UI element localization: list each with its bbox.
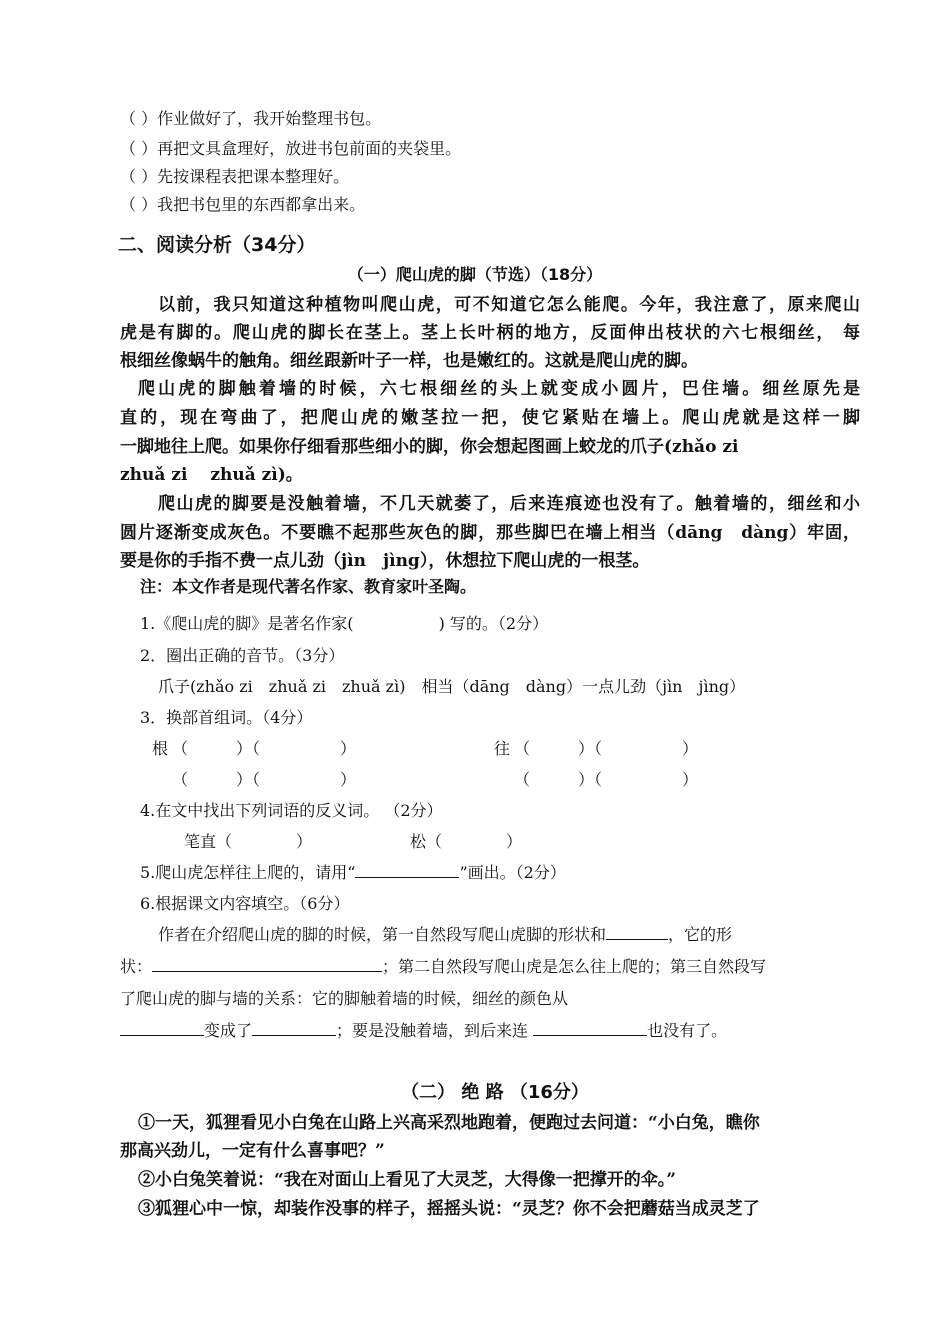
q6-line-2 xyxy=(120,954,766,977)
q6-line-3: 了爬山虎的脚与墙的关系：它的脚触着墙的时候，细丝的颜色从 xyxy=(120,989,569,1008)
ordering-item: （ ）我把书包里的东西都拿出来。 xyxy=(120,195,366,214)
ordering-item: （ ）先按课程表把课本整理好。 xyxy=(120,167,350,186)
ordering-item: （ ）再把文具盒理好，放进书包前面的夹袋里。 xyxy=(120,139,462,158)
passage1-line: 根细丝像蜗牛的触角。细丝跟新叶子一样，也是嫩红的。这就是爬山虎的脚。 xyxy=(120,351,698,371)
question-3: 3．换部首组词。（4分） xyxy=(140,708,313,727)
q6-blank xyxy=(252,1019,336,1036)
q6-text: 也没有了。 xyxy=(647,1021,728,1040)
question-2: 2．圈出正确的音节。（3分） xyxy=(140,646,345,665)
question-1: 1.《爬山虎的脚》是著名作家( ) 写的。（2分） xyxy=(140,614,549,633)
q6-text: 状： xyxy=(120,957,153,976)
passage1-note: 注：本文作者是现代著名作家、教育家叶圣陶。 xyxy=(140,577,477,596)
passage1-line: 虎是有脚的。爬山虎的脚长在茎上。茎上长叶柄的地方，反面伸出枝状的六七根细丝， 每 xyxy=(120,323,860,343)
passage1-line: 爬山虎的脚触着墙的时候，六七根细丝的头上就变成小圆片，巴住墙。细丝原先是 xyxy=(138,379,860,399)
q6-text: 变成了 xyxy=(204,1021,253,1040)
passage2-line: 那高兴劲儿，一定有什么喜事吧？” xyxy=(120,1141,385,1161)
passage2-line: ③狐狸心中一惊，却装作没事的样子，摇摇头说：“灵芝？你不会把蘑菇当成灵芝了 xyxy=(138,1199,760,1219)
question-6: 6.根据课文内容填空。（6分） xyxy=(140,894,350,913)
q3-blanks: （ ）（ ） xyxy=(514,739,699,758)
q4-word-2: 松（ ） xyxy=(410,832,523,851)
q6-line-1 xyxy=(158,922,732,945)
passage1-line: 要是你的手指不费一点儿劲（jìn jìng），休想拉下爬山虎的一根茎。 xyxy=(120,551,650,571)
q6-blank xyxy=(152,955,382,972)
passage2-line: ①一天，狐狸看见小白兔在山路上兴高采烈地跑着，便跑过去问道：“小白兔，瞧你 xyxy=(138,1113,760,1133)
question-4: 4.在文中找出下列词语的反义词。 （2分） xyxy=(140,801,443,820)
passage2-title: （二） 绝 路 （16分） xyxy=(401,1082,589,1103)
passage2-line: ②小白兔笑着说：“我在对面山上看见了大灵芝，大得像一把撑开的伞。” xyxy=(138,1170,677,1190)
question-5 xyxy=(140,860,566,883)
q5-text-start: 5.爬山虎怎样往上爬的，请用“ xyxy=(140,863,356,882)
q6-text: ，它的形 xyxy=(668,925,733,944)
q3-blanks: （ ）（ ） xyxy=(514,770,699,789)
passage1-line: zhuǎ zi zhuǎ zì)。 xyxy=(120,465,303,485)
ordering-item: （ ）作业做好了，我开始整理书包。 xyxy=(120,109,382,128)
passage1-line: 以前，我只知道这种植物叫爬山虎，可不知道它怎么能爬。今年，我注意了，原来爬山 xyxy=(158,295,860,315)
q6-text: 作者在介绍爬山虎的脚的时候，第一自然段写爬山虎脚的形状和 xyxy=(158,925,607,944)
passage1-line: 爬山虎的脚要是没触着墙，不几天就萎了，后来连痕迹也没有了。触着墙的，细丝和小 xyxy=(158,494,860,514)
passage1-title: （一）爬山虎的脚（节选）（18分） xyxy=(347,265,603,284)
q3-blanks: （ ）（ ） xyxy=(172,739,357,758)
q3-char-2: 往 xyxy=(494,739,511,758)
q6-text: ；第二自然段写爬山虎是怎么往上爬的；第三自然段写 xyxy=(382,957,767,976)
question-2-options: 爪子(zhǎo zi zhuǎ zi zhuǎ zì) 相当（dāng dàng）一点儿劲（jìn jìng） xyxy=(158,677,746,696)
section-title: 二、阅读分析（34分） xyxy=(118,234,316,256)
passage1-line: 直的，现在弯曲了，把爬山虎的嫩茎拉一把，使它紧贴在墙上。爬山虎就是这样一脚 xyxy=(120,408,860,428)
passage1-line: 圆片逐渐变成灰色。不要瞧不起那些灰色的脚，那些脚巴在墙上相当（dāng dàng）牢固， xyxy=(120,523,860,543)
q5-underline xyxy=(355,861,459,878)
q4-word-1: 笔直（ ） xyxy=(184,832,313,851)
q6-blank xyxy=(606,923,668,940)
q6-line-4 xyxy=(120,1018,727,1041)
q6-blank xyxy=(533,1019,647,1036)
q3-char-1: 根 xyxy=(152,739,169,758)
q3-blanks: （ ）（ ） xyxy=(172,770,357,789)
q6-text: ；要是没触着墙，到后来连 xyxy=(336,1021,529,1040)
passage1-line: 一脚地往上爬。如果你仔细看那些细小的脚，你会想起图画上蛟龙的爪子(zhǎo zi xyxy=(120,437,739,457)
q6-blank xyxy=(120,1019,204,1036)
q5-text-end: ”画出。（2分） xyxy=(459,863,566,882)
